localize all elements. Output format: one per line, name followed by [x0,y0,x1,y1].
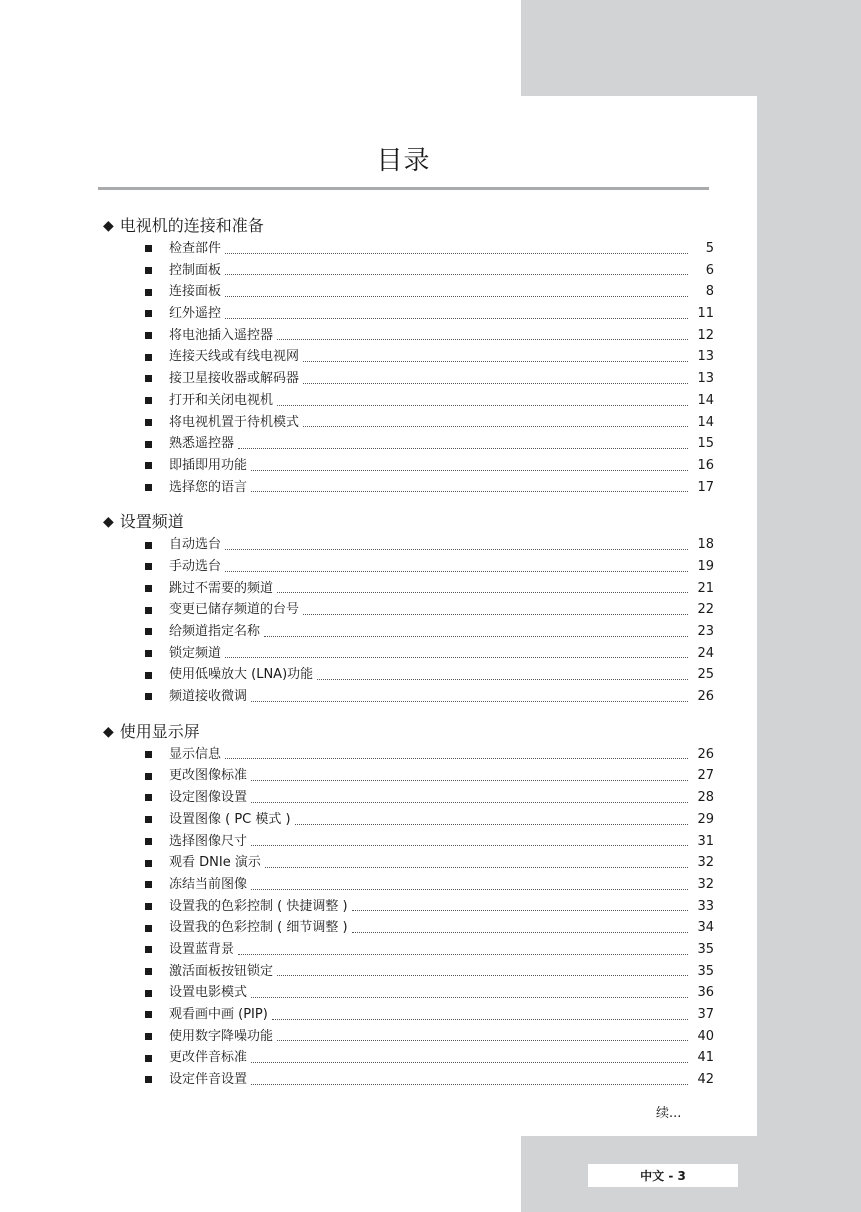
toc-entry-page: 26 [697,689,714,705]
table-of-contents [103,214,714,1103]
toc-entry [103,433,714,455]
toc-entry-page: 32 [697,855,714,871]
page-title: 目录 [376,146,431,176]
square-bullet-icon [145,419,152,426]
toc-entry-label: 设定图像设置 [169,790,248,806]
square-bullet-icon [145,925,152,932]
dot-leader [277,338,688,340]
toc-entry-page: 29 [697,811,714,827]
dot-leader [303,360,688,362]
toc-entry-page: 6 [705,262,714,278]
square-bullet-icon [145,693,152,700]
toc-entry-label: 控制面板 [169,262,222,278]
toc-entry-label: 设置我的色彩控制 ( 快捷调整 ) [169,898,348,914]
square-bullet-icon [145,1076,152,1083]
section-heading-text: 电视机的连接和准备 [119,216,264,235]
toc-entry [103,455,714,477]
toc-entry-page: 25 [697,667,714,683]
toc-entry [103,368,714,390]
dot-leader [225,656,688,658]
toc-entry-label: 激活面板按钮锁定 [169,963,274,979]
toc-entry [103,939,714,961]
toc-entry-page: 28 [697,790,714,806]
dot-leader [251,490,688,492]
dot-leader [277,591,688,593]
toc-entry-label: 将电视机置于待机模式 [169,414,300,430]
toc-entry-label: 给频道指定名称 [169,624,261,639]
dot-leader [225,273,688,275]
toc-entry-label: 观看 DNIe 演示 [169,855,261,871]
toc-entry [103,1004,714,1026]
dot-leader [272,1018,688,1020]
toc-entry-label: 更改伴音标准 [169,1050,248,1066]
toc-entry-page: 13 [697,349,714,365]
toc-entry [103,874,714,896]
square-bullet-icon [145,310,152,317]
square-bullet-icon [145,1055,152,1062]
toc-entry-page: 42 [697,1072,714,1088]
toc-entry-page: 15 [697,436,714,452]
toc-entry [103,260,714,282]
square-bullet-icon [145,397,152,404]
toc-entry-page: 14 [697,414,714,430]
toc-entry-page: 22 [697,602,714,618]
dot-leader [251,801,688,803]
toc-entry-label: 连接天线或有线电视网 [169,349,300,365]
toc-entry-page: 26 [697,746,714,762]
toc-entry-label: 手动选台 [169,558,222,574]
dot-leader [277,974,688,976]
square-bullet-icon [145,860,152,867]
square-bullet-icon [145,968,152,975]
toc-entry-page: 21 [697,580,714,596]
toc-entry-page: 41 [697,1050,714,1066]
toc-entry [103,664,714,686]
toc-entry-page: 24 [697,645,714,661]
dot-leader [352,931,688,933]
toc-entry [103,643,714,665]
toc-entry-page: 8 [705,284,714,300]
toc-entry [103,1069,714,1091]
square-bullet-icon [145,332,152,339]
toc-entry [103,1026,714,1048]
dot-leader [352,909,688,911]
toc-entry-label: 变更已储存频道的台号 [169,602,300,618]
toc-entry-label: 选择图像尺寸 [169,833,248,849]
toc-entry [103,412,714,434]
square-bullet-icon [145,990,152,997]
toc-entry-label: 设置我的色彩控制 ( 细节调整 ) [169,920,348,936]
square-bullet-icon [145,751,152,758]
corner-block-top [521,0,761,96]
dot-leader [317,678,688,680]
toc-entry [103,917,714,939]
toc-entry-label: 使用数字降噪功能 [169,1028,274,1044]
toc-entry [103,325,714,347]
toc-entry-page: 27 [697,768,714,784]
dot-leader [225,252,688,254]
toc-entry-label: 红外遥控 [169,306,222,322]
square-bullet-icon [145,881,152,888]
toc-entry [103,621,714,643]
toc-entry [103,852,714,874]
toc-entry [103,238,714,260]
dot-leader [303,613,688,615]
diamond-icon: ◆ [103,218,114,234]
toc-section [103,214,714,498]
square-bullet-icon [145,354,152,361]
square-bullet-icon [145,1033,152,1040]
toc-entry-page: 12 [697,327,714,343]
toc-entry-label: 设置蓝背景 [169,941,235,957]
toc-entry [103,809,714,831]
square-bullet-icon [145,245,152,252]
toc-entry-label: 选择您的语言 [169,479,248,495]
toc-entry-label: 观看画中画 (PIP) [169,1007,268,1022]
square-bullet-icon [145,838,152,845]
toc-entry-label: 自动选台 [169,537,222,553]
dot-leader [251,469,688,471]
toc-entry-label: 跳过不需要的频道 [169,580,274,596]
toc-entry-page: 11 [697,306,714,322]
dot-leader [251,1083,688,1085]
toc-entry-page: 23 [697,624,714,639]
section-heading [103,720,714,744]
continued-note: 续... [656,1106,682,1121]
dot-leader [225,295,688,297]
toc-entry-label: 更改图像标准 [169,768,248,784]
square-bullet-icon [145,289,152,296]
toc-entry-label: 检查部件 [169,241,222,256]
toc-entry-page: 14 [697,392,714,408]
square-bullet-icon [145,267,152,274]
toc-entry [103,831,714,853]
dot-leader [238,447,688,449]
toc-entry [103,477,714,499]
dot-leader [277,404,688,406]
square-bullet-icon [145,903,152,910]
toc-entry-page: 17 [697,479,714,495]
dot-leader [225,317,688,319]
toc-entry-page: 34 [697,920,714,936]
toc-entry-page: 33 [697,898,714,914]
square-bullet-icon [145,650,152,657]
dot-leader [295,823,688,825]
square-bullet-icon [145,563,152,570]
square-bullet-icon [145,484,152,491]
toc-entry-page: 37 [697,1007,714,1022]
dot-leader [251,779,688,781]
toc-section [103,720,714,1091]
square-bullet-icon [145,1011,152,1018]
dot-leader [225,757,688,759]
toc-entry-page: 5 [705,241,714,256]
dot-leader [303,382,688,384]
dot-leader [277,1039,688,1041]
toc-entry [103,896,714,918]
toc-entry [103,765,714,787]
toc-entry-page: 18 [697,537,714,553]
toc-entry [103,534,714,556]
toc-entry [103,787,714,809]
diamond-icon: ◆ [103,514,114,531]
dot-leader [264,635,688,637]
square-bullet-icon [145,375,152,382]
toc-entry-label: 设置图像 ( PC 模式 ) [169,811,291,827]
title-divider [98,187,709,190]
square-bullet-icon [145,607,152,614]
dot-leader [251,888,688,890]
toc-entry-page: 19 [697,558,714,574]
toc-entry-label: 锁定频道 [169,645,222,661]
dot-leader [251,844,688,846]
dot-leader [238,953,688,955]
toc-entry [103,390,714,412]
dot-leader [225,548,688,550]
toc-entry-label: 冻结当前图像 [169,876,248,892]
dot-leader [251,1061,688,1063]
toc-entry-label: 连接面板 [169,284,222,300]
toc-entry [103,303,714,325]
toc-entry-label: 显示信息 [169,746,222,762]
toc-section [103,510,714,708]
toc-entry-label: 接卫星接收器或解码器 [169,371,300,387]
diamond-icon: ◆ [103,723,114,740]
toc-entry-page: 35 [697,963,714,979]
toc-entry [103,578,714,600]
toc-entry-label: 使用低噪放大 (LNA)功能 [169,667,314,683]
toc-entry [103,556,714,578]
toc-entry-label: 设定伴音设置 [169,1072,248,1088]
toc-entry [103,982,714,1004]
toc-entry-label: 即插即用功能 [169,457,248,473]
toc-entry [103,686,714,708]
square-bullet-icon [145,946,152,953]
toc-entry [103,744,714,766]
square-bullet-icon [145,542,152,549]
toc-entry-page: 36 [697,985,714,1001]
toc-entry [103,281,714,303]
toc-entry-page: 16 [697,457,714,473]
dot-leader [225,570,688,572]
toc-entry-label: 将电池插入遥控器 [169,327,274,343]
side-band-right [757,0,861,1212]
square-bullet-icon [145,672,152,679]
dot-leader [251,996,688,998]
square-bullet-icon [145,773,152,780]
square-bullet-icon [145,441,152,448]
page-number-label: 中文 - 3 [588,1164,738,1187]
toc-entry-page: 31 [697,833,714,849]
toc-entry [103,1047,714,1069]
toc-entry-page: 35 [697,941,714,957]
section-heading [103,214,714,238]
toc-entry-page: 13 [697,371,714,387]
section-heading [103,510,714,534]
dot-leader [303,425,688,427]
toc-entry-label: 打开和关闭电视机 [169,392,274,408]
square-bullet-icon [145,462,152,469]
toc-entry-label: 设置电影模式 [169,985,248,1001]
dot-leader [265,866,688,868]
square-bullet-icon [145,816,152,823]
dot-leader [251,700,688,702]
toc-entry-page: 32 [697,876,714,892]
section-heading-text: 设置频道 [119,512,184,532]
square-bullet-icon [145,794,152,801]
toc-entry-page: 40 [697,1028,714,1044]
square-bullet-icon [145,628,152,635]
toc-entry [103,599,714,621]
toc-entry [103,346,714,368]
toc-entry [103,961,714,983]
section-heading-text: 使用显示屏 [119,721,200,741]
toc-entry-label: 熟悉遥控器 [169,436,235,452]
square-bullet-icon [145,585,152,592]
toc-entry-label: 频道接收微调 [169,689,248,705]
